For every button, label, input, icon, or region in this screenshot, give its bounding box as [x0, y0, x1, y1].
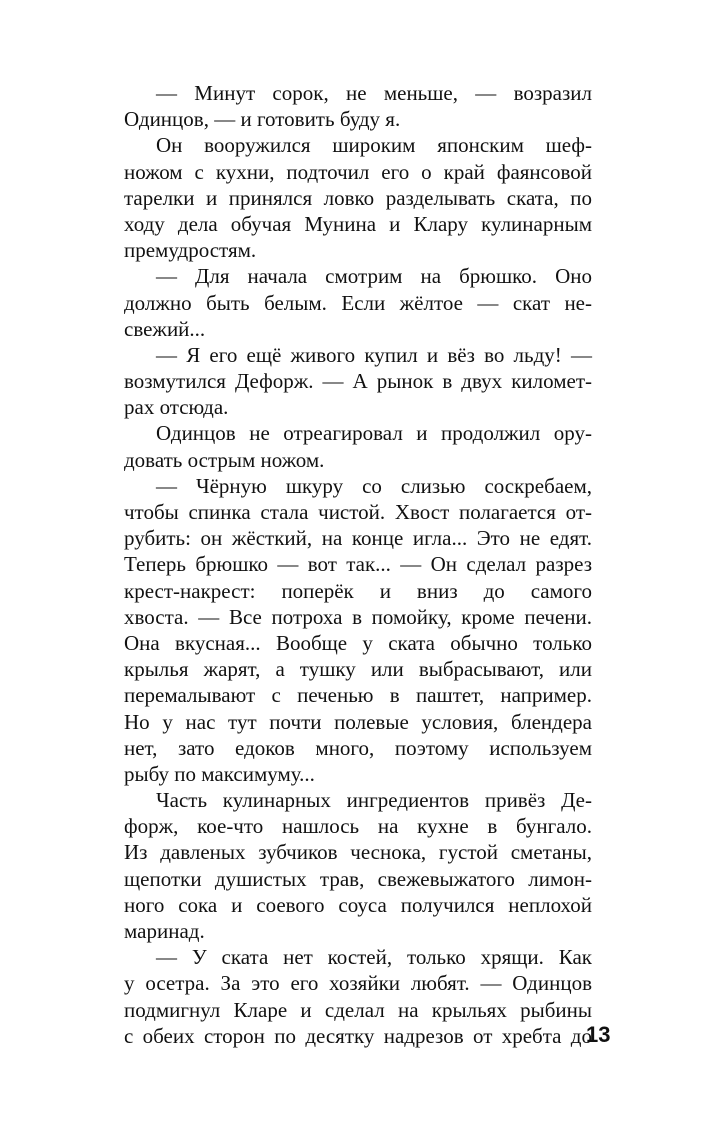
book-page-text [124, 80, 592, 1049]
text-line: Но у нас тут почти полевые условия, блендера [124, 709, 592, 734]
text-line: рубить: он жёсткий, на конце игла... Это не едят. [124, 526, 592, 551]
text-line: премудростям. [124, 238, 257, 263]
text-line: ного сока и соевого соуса получился неплохой [124, 892, 592, 917]
text-line: рах отсюда. [124, 395, 229, 420]
text-line: — Я его ещё живого купил и вёз во льду! — [156, 342, 592, 367]
paragraph [124, 263, 592, 342]
text-line: крылья жарят, а тушку или выбрасывают, или [124, 657, 592, 682]
text-line: рыбу по максимуму... [124, 761, 315, 786]
text-line: Часть кулинарных ингредиентов привёз Де- [156, 788, 592, 813]
text-line: форж, кое-что нашлось на кухне в бунгало. [124, 814, 592, 839]
text-line: Она вкусная... Вообще у ската обычно только [124, 630, 592, 655]
text-line: маринад. [124, 919, 205, 943]
text-line: довать острым ножом. [124, 447, 325, 472]
paragraph [124, 132, 592, 263]
text-line: ходу дела обучая Мунина и Клару кулинарным [124, 211, 592, 236]
text-line: Одинцов, — и готовить буду я. [124, 107, 401, 132]
paragraph [124, 944, 592, 1049]
text-line: ножом с кухни, подточил его о край фаянсовой [124, 159, 592, 184]
paragraph [124, 420, 592, 472]
text-line: должно быть белым. Если жёлтое — скат не- [124, 290, 592, 315]
text-line: Одинцов не отреагировал и продолжил ору- [156, 421, 592, 446]
text-line: — У ската нет костей, только хрящи. Как [156, 945, 592, 970]
text-line: хвоста. — Все потроха в помойку, кроме печени. [124, 604, 592, 629]
page-number: 13 [586, 1022, 611, 1047]
text-line: возмутился Дефорж. — А рынок в двух километ- [124, 369, 592, 394]
paragraph [124, 787, 592, 944]
text-line: подмигнул Кларе и сделал на крыльях рыбины [124, 997, 592, 1022]
text-line: щепотки душистых трав, свежевыжатого лимон- [124, 866, 592, 891]
text-line: свежий... [124, 316, 206, 341]
text-line: у осетра. За это его хозяйки любят. — Одинцов [124, 971, 592, 996]
text-line: — Чёрную шкуру со слизью соскребаем, [156, 473, 592, 498]
text-line: Он вооружился широким японским шеф- [156, 133, 592, 158]
paragraph [124, 342, 592, 421]
text-line: чтобы спинка стала чистой. Хвост полагается от- [124, 500, 592, 524]
text-line: — Минут сорок, не меньше, — возразил [156, 81, 592, 105]
text-line: Теперь брюшко — вот так... — Он сделал разрез [124, 552, 592, 577]
text-line: крест-накрест: поперёк и вниз до самого [124, 578, 592, 603]
paragraph [124, 473, 592, 787]
text-line: Из давленых зубчиков чеснока, густой сметаны, [124, 840, 592, 865]
paragraph [124, 80, 592, 132]
text-line: перемалывают с печенью в паштет, например. [124, 683, 592, 708]
text-line: нет, зато едоков много, поэтому используем [124, 735, 592, 760]
text-line: — Для начала смотрим на брюшко. Оно [156, 264, 592, 289]
text-line: тарелки и принялся ловко разделывать ската, по [124, 185, 592, 210]
text-line: с обеих сторон по десятку надрезов от хребта до [124, 1023, 592, 1048]
